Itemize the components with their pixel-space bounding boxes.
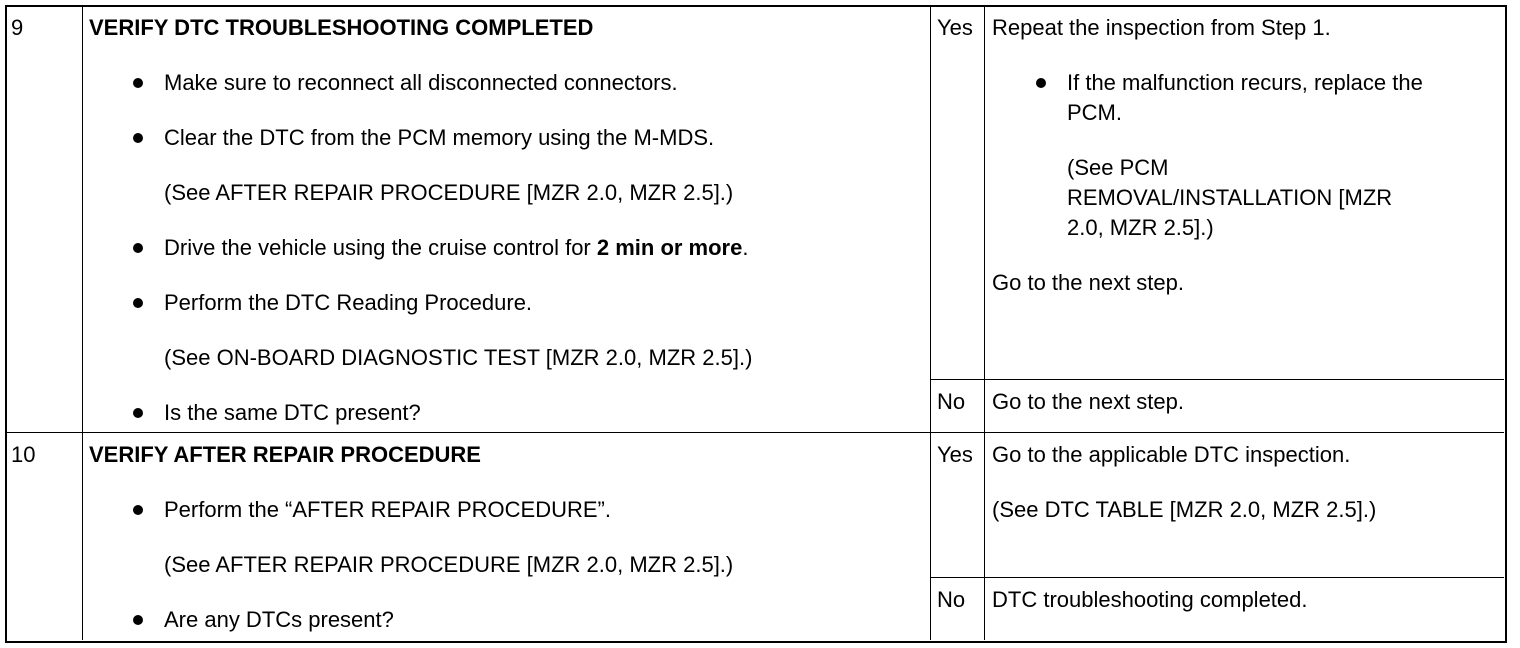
step-item: Perform the “AFTER REPAIR PROCEDURE”. — [164, 497, 611, 522]
bullet-icon — [133, 243, 143, 253]
yes-reference: (See PCM — [1067, 155, 1169, 180]
yes-reference: (See DTC TABLE [MZR 2.0, MZR 2.5].) — [992, 497, 1377, 522]
no-label: No — [937, 389, 966, 414]
column-divider — [984, 6, 985, 640]
step-number: 9 — [11, 15, 24, 40]
step-reference: (See AFTER REPAIR PROCEDURE [MZR 2.0, MZR 2.5].) — [164, 552, 734, 577]
step-number: 10 — [11, 442, 36, 467]
step-question: Are any DTCs present? — [164, 607, 394, 632]
step-title: VERIFY DTC TROUBLESHOOTING COMPLETED — [89, 15, 594, 40]
row-divider — [930, 379, 1504, 380]
no-label: No — [937, 587, 966, 612]
step-item: Make sure to reconnect all disconnected connectors. — [164, 70, 678, 95]
column-divider — [82, 6, 83, 640]
step-reference: (See ON-BOARD DIAGNOSTIC TEST [MZR 2.0, MZR 2.5].) — [164, 345, 753, 370]
bullet-icon — [133, 78, 143, 88]
step-reference: (See AFTER REPAIR PROCEDURE [MZR 2.0, MZR 2.5].) — [164, 180, 734, 205]
step-item: Clear the DTC from the PCM memory using the M-MDS. — [164, 125, 715, 150]
step-item: Perform the DTC Reading Procedure. — [164, 290, 533, 315]
troubleshooting-table — [5, 5, 1507, 643]
row-divider — [930, 577, 1504, 578]
no-action: Go to the next step. — [992, 389, 1185, 414]
column-divider — [930, 6, 931, 640]
yes-label: Yes — [937, 442, 973, 467]
step-item-emphasis: 2 min or more — [596, 235, 743, 260]
bullet-icon — [133, 615, 143, 625]
yes-label: Yes — [937, 15, 973, 40]
yes-action: If the malfunction recurs, replace the — [1067, 70, 1423, 95]
yes-reference: REMOVAL/INSTALLATION [MZR — [1067, 185, 1393, 210]
yes-reference: 2.0, MZR 2.5].) — [1067, 215, 1214, 240]
yes-action: PCM. — [1067, 100, 1122, 125]
yes-action: Go to the applicable DTC inspection. — [992, 442, 1351, 467]
row-divider — [6, 432, 1504, 433]
step-question: Is the same DTC present? — [164, 400, 421, 425]
bullet-icon — [1036, 78, 1046, 88]
step-item-text: Drive the vehicle using the cruise control for — [164, 235, 597, 260]
step-title: VERIFY AFTER REPAIR PROCEDURE — [89, 442, 481, 467]
bullet-icon — [133, 298, 143, 308]
step-item-text-end: . — [742, 235, 749, 260]
bullet-icon — [133, 408, 143, 418]
bullet-icon — [133, 505, 143, 515]
step-item — [164, 235, 748, 261]
no-action: DTC troubleshooting completed. — [992, 587, 1308, 612]
yes-action: Repeat the inspection from Step 1. — [992, 15, 1331, 40]
bullet-icon — [133, 133, 143, 143]
yes-action: Go to the next step. — [992, 270, 1185, 295]
